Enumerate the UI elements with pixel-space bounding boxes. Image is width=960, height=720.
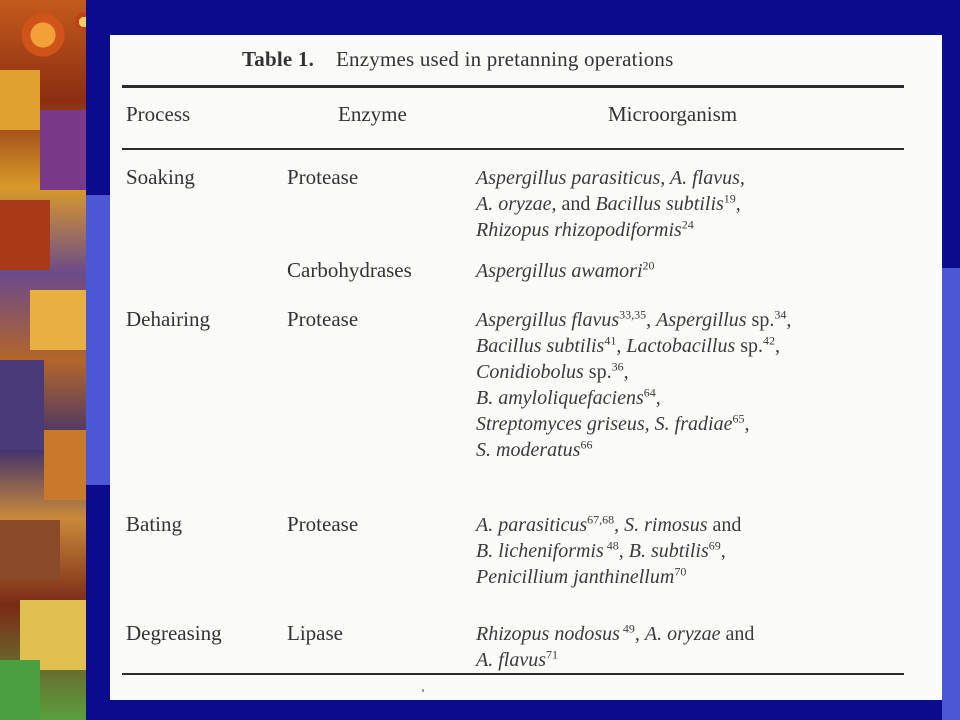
process-cell: Soaking — [126, 165, 195, 189]
microorganism-text: Conidiobolus — [476, 361, 584, 383]
microorganism-text: , — [735, 193, 741, 215]
gear-icon — [14, 6, 72, 64]
microorganism-text: A. oryzae — [476, 193, 552, 215]
microorganism-text: S. rimosus — [624, 514, 708, 536]
enzyme-cell: Protease — [287, 165, 359, 189]
microorganism-text: and — [707, 514, 742, 536]
microorganism-text: A. parasiticus — [476, 514, 588, 536]
reference-superscript: 48 — [603, 538, 619, 553]
reference-superscript: 34 — [774, 307, 787, 322]
scanned-table-document — [110, 35, 942, 700]
small-gear-icon — [72, 10, 86, 34]
microorganism-text: B. licheniformis — [476, 540, 604, 562]
microorganism-text: B. subtilis — [628, 540, 709, 562]
microorganism-text: Bacillus subtilis — [476, 335, 605, 357]
reference-superscript: 69 — [708, 538, 721, 553]
microorganism-text: S. moderatus — [476, 439, 581, 461]
microorganism-text: Aspergillus awamori — [476, 260, 643, 282]
header-microorganism: Microorganism — [608, 102, 738, 126]
bottom-rule — [122, 673, 904, 675]
microorganism-text: Aspergillus parasiticus, A. flavus, — [476, 167, 745, 189]
table-title: Enzymes used in pretanning operations — [336, 47, 674, 71]
microorganism-text: Penicillium janthinellum — [476, 566, 675, 588]
microorganism-line — [476, 647, 558, 673]
microorganism-text: Aspergillus flavus — [476, 309, 620, 331]
microorganism-text: , — [655, 387, 661, 409]
header-enzyme: Enzyme — [338, 102, 407, 126]
microorganism-line — [476, 437, 592, 463]
microorganism-line — [476, 217, 694, 243]
microorganism-text: Lactobacillus — [626, 335, 736, 357]
microorganism-text: , — [646, 309, 657, 331]
process-cell: Dehairing — [126, 307, 210, 331]
header-process: Process — [126, 102, 191, 126]
microorganism-text: , — [775, 335, 781, 357]
enzyme-cell: Lipase — [287, 621, 343, 645]
microorganism-text: , — [618, 540, 629, 562]
reference-superscript: 20 — [642, 258, 655, 273]
microorganism-line — [476, 333, 780, 359]
microorganism-line — [476, 385, 661, 411]
reference-superscript: 70 — [674, 564, 687, 579]
microorganism-text: , — [616, 335, 627, 357]
microorganism-line — [476, 165, 745, 191]
reference-superscript: 49 — [619, 621, 635, 636]
reference-superscript: 24 — [681, 217, 694, 232]
process-cell: Degreasing — [126, 621, 222, 645]
accent-bar-right — [942, 268, 960, 720]
microorganism-text: sp. — [583, 361, 612, 383]
reference-superscript: 41 — [604, 333, 617, 348]
microorganism-text: A. oryzae — [644, 623, 721, 645]
microorganism-text: Rhizopus rhizopodiformis — [476, 219, 682, 241]
microorganism-text: , — [720, 540, 726, 562]
enzyme-cell: Carbohydrases — [287, 258, 412, 282]
enzyme-cell: Protease — [287, 512, 359, 536]
process-cell: Bating — [126, 512, 182, 536]
microorganism-line — [476, 538, 726, 564]
microorganism-line — [476, 191, 741, 217]
microorganism-line — [476, 258, 655, 284]
microorganism-line — [476, 564, 686, 590]
reference-superscript: 65 — [732, 411, 745, 426]
table-number: Table 1. — [242, 47, 315, 71]
table-caption — [242, 47, 674, 72]
microorganism-text: , — [786, 309, 792, 331]
reference-superscript: 19 — [723, 191, 736, 206]
reference-superscript: 64 — [643, 385, 656, 400]
microorganism-text: , and — [551, 193, 596, 215]
enzyme-cell: Protease — [287, 307, 359, 331]
microorganism-text: Aspergillus — [656, 309, 747, 331]
microorganism-text: , — [744, 413, 750, 435]
reference-superscript: 67,68 — [587, 512, 615, 527]
microorganism-line — [476, 621, 754, 647]
microorganism-text: Bacillus subtilis — [595, 193, 724, 215]
microorganism-line — [476, 411, 749, 437]
microorganism-text: Streptomyces griseus, S. fradiae — [476, 413, 733, 435]
microorganism-text: sp. — [735, 335, 764, 357]
scan-speck — [422, 689, 424, 692]
microorganism-text: B. amyloliquefaciens — [476, 387, 644, 409]
microorganism-text: , — [634, 623, 645, 645]
microorganism-line — [476, 512, 741, 538]
microorganism-text: , — [623, 361, 629, 383]
reference-superscript: 36 — [611, 359, 624, 374]
microorganism-text: and — [720, 623, 755, 645]
microorganism-text: sp. — [746, 309, 775, 331]
reference-superscript: 71 — [546, 647, 558, 662]
decorative-collage-strip — [0, 0, 86, 720]
reference-superscript: 66 — [580, 437, 593, 452]
microorganism-line — [476, 359, 629, 385]
microorganism-text: A. flavus — [476, 649, 546, 671]
top-rule — [122, 85, 904, 88]
microorganism-line — [476, 307, 791, 333]
reference-superscript: 42 — [763, 333, 776, 348]
microorganism-text: , — [614, 514, 625, 536]
reference-superscript: 33,35 — [619, 307, 647, 322]
header-rule — [122, 148, 904, 150]
microorganism-text: Rhizopus nodosus — [476, 623, 620, 645]
accent-bar-left — [86, 195, 110, 485]
